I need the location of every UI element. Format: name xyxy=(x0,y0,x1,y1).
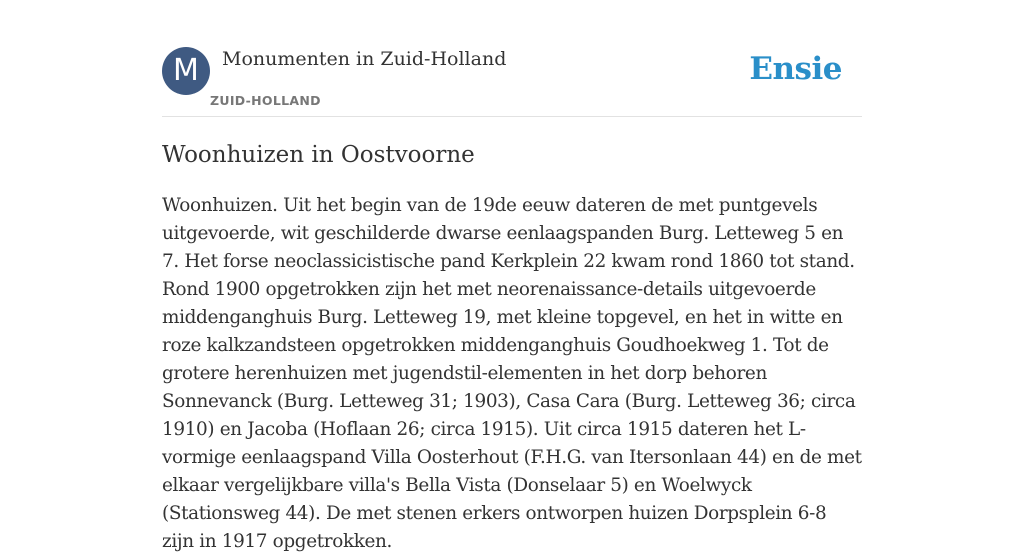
book-title-link[interactable]: Monumenten in Zuid-Holland xyxy=(222,48,507,70)
avatar[interactable]: M xyxy=(162,47,210,95)
brand-logo-link[interactable]: Ensie xyxy=(749,51,842,87)
category-link[interactable]: ZUID-HOLLAND xyxy=(210,93,321,108)
article-body: Woonhuizen. Uit het begin van de 19de eeuw dateren de met puntgevels uitgevoerde, wit geschilderde dwarse eenlaagspanden Burg. Letteweg 5 en 7. Het forse neoclassicistische pand Kerkplein 22 kwam rond 1860 tot stand. Rond 1900 opgetrokken zijn het met neorenaissance-details uitgevoerde middenganghuis Burg. Letteweg 19, met kleine topgevel, en het in witte en roze kalkzandsteen opgetrokken middenganghuis Goudhoekweg 1. Tot de grotere herenhuizen met jugendstil-elementen in het dorp behoren Sonnevanck (Burg. Letteweg 31; 1903), Casa Cara (Burg. Letteweg 36; circa 1910) en Jacoba (Hoflaan 26; circa 1915). Uit circa 1915 dateren het L-vormige eenlaagspand Villa Oosterhout (F.H.G. van Itersonlaan 44) en de met elkaar vergelijkbare villa's Bella Vista (Donselaar 5) en Woelwyck (Stationsweg 44). De met stenen erkers ontworpen huizen Dorpsplein 6-8 zijn in 1917 opgetrokken. xyxy=(162,195,862,552)
article-title: Woonhuizen in Oostvoorne xyxy=(162,142,475,168)
page-header xyxy=(162,46,862,117)
